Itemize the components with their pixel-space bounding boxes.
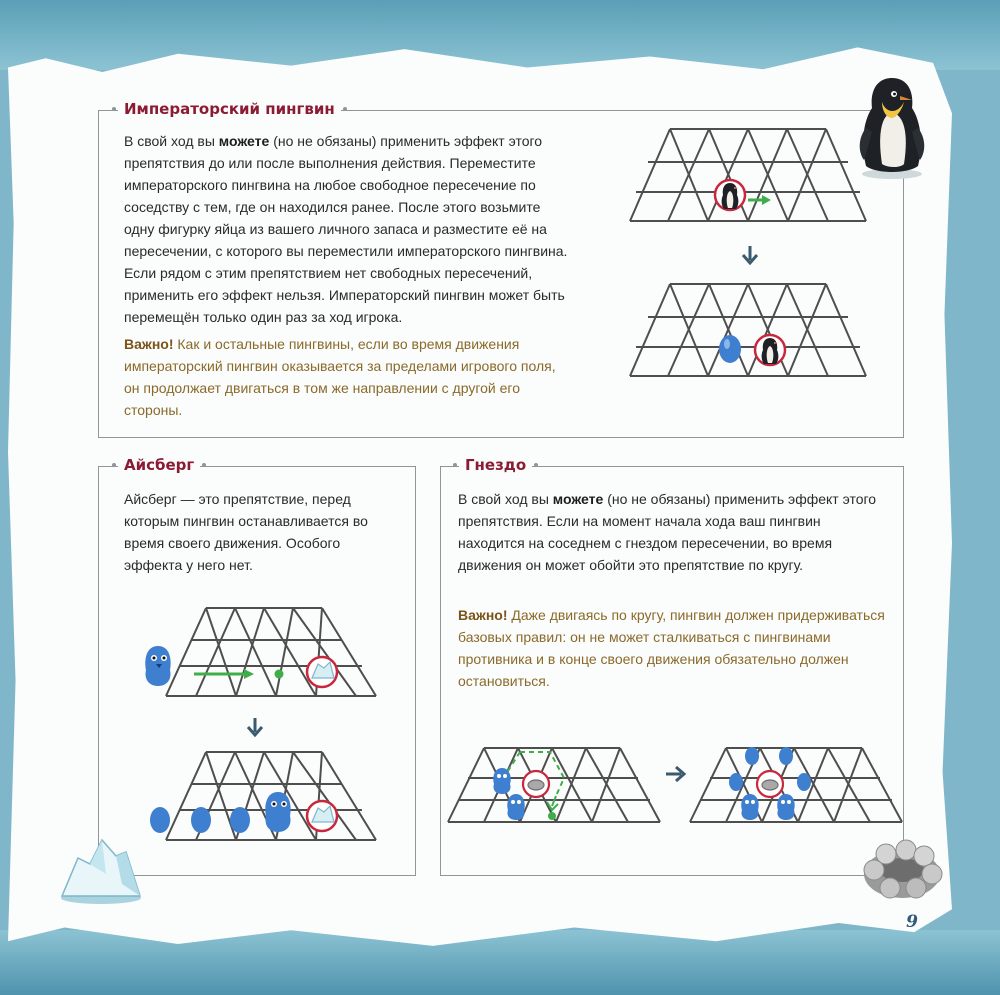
down-arrow-icon: [740, 244, 760, 266]
important-label: Важно!: [124, 336, 174, 352]
emperor-grid-before: [628, 125, 868, 225]
emperor-text: В свой ход вы можете (но не обязаны) применить эффект этого препятствия до или после выполнения действия. Переместите императорского пингвина на любое свободное пересечение по соседству с тем, где он находился ранее. После этого возьмите одну фигурку яйца из вашего личного запаса и разместите её на пересечении, с которого вы переместили императорского пингвина. Если рядом с этим препятствием нет свободных пересечений, применить его эффект нельзя. Императорский пингвин может быть перемещён только один раз за ход игрока.: [124, 133, 568, 325]
page-number: 9: [906, 912, 918, 932]
iceberg-text: Айсберг — это препятствие, перед которым пингвин останавливается во время своего движения. Особого эффекта у него нет.: [124, 491, 368, 573]
nest-title: Гнездо: [459, 455, 532, 475]
emperor-text-bold: можете: [218, 133, 270, 149]
iceberg-grid-after: [136, 748, 382, 844]
iceberg-grid-before: [136, 604, 382, 700]
emperor-title: Императорский пингвин: [118, 99, 341, 119]
nest-grid-after: [688, 744, 904, 830]
nest-text-bold: можете: [552, 491, 604, 507]
right-arrow-icon: [664, 764, 688, 784]
nest-important: Важно! Даже двигаясь по кругу, пингвин должен придерживаться базовых правил: он не может сталкиваться с пингвинами противника и в конце своего движения обязательно должен остановиться.: [458, 607, 885, 689]
important-label: Важно!: [458, 607, 508, 623]
emperor-grid-after: [628, 280, 868, 380]
down-arrow-icon: [245, 716, 265, 738]
nest-icon: [860, 834, 944, 902]
nest-text: В свой ход вы можете (но не обязаны) применить эффект этого препятствия. Если на момент начала хода ваш пингвин находится на соседнем с гнездом пересечении, во время движения он может обойти это препятствие по кругу.: [458, 491, 877, 573]
iceberg-title: Айсберг: [118, 455, 200, 475]
iceberg-icon: [56, 834, 146, 906]
nest-grid-before: [446, 744, 662, 830]
emperor-important: Важно! Как и остальные пингвины, если во время движения императорский пингвин оказывается за пределами игрового поля, он продолжает двигаться в том же направлении с другой его стороны.: [124, 336, 556, 418]
